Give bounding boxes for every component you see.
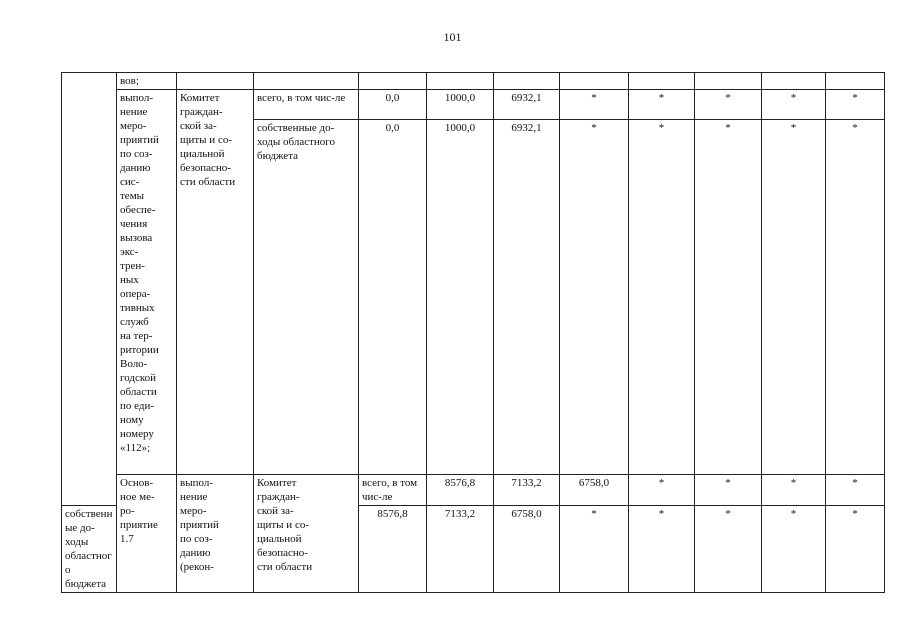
value-cell: * (560, 90, 629, 120)
funding-source-total: всего, в том чис-ле (359, 475, 427, 506)
executor-name: Комитет граждан- ской за- щиты и со- циальной безопасно- сти области (254, 475, 359, 593)
main-event-cell-empty (62, 73, 117, 506)
value-cell: 7133,2 (427, 506, 494, 593)
value-cell: 0,0 (359, 90, 427, 120)
value-cell: 7133,2 (494, 475, 560, 506)
value-cell: * (560, 120, 629, 475)
value-cell: 6758,0 (494, 506, 560, 593)
main-event-label: Основ- ное ме- ро- приятие 1.7 (117, 475, 177, 593)
value-cell: * (762, 90, 826, 120)
value-cell: * (762, 475, 826, 506)
value-cell: * (629, 506, 695, 593)
table-row (62, 90, 885, 120)
budget-table (61, 72, 885, 593)
value-cell: 0,0 (359, 120, 427, 475)
value-cell: 8576,8 (359, 506, 427, 593)
funding-source-regional: собственные до-ходы областного бюджета (62, 506, 117, 593)
value-cell: * (826, 120, 885, 475)
funding-source-total: всего, в том чис-ле (254, 90, 359, 120)
value-cell: * (695, 90, 762, 120)
page-number: 101 (443, 30, 462, 44)
executor-name: Комитет граждан- ской за- щиты и со- циальной безопасно- сти области (177, 90, 254, 475)
value-cell: 8576,8 (427, 475, 494, 506)
funding-source-regional: собственные до-ходы областного бюджета (254, 120, 359, 475)
value-cell: 6932,1 (494, 120, 560, 475)
value-cell: * (695, 475, 762, 506)
value-cell: * (629, 120, 695, 475)
value-cell: * (629, 90, 695, 120)
event-description: выпол- нение меро- приятий по соз- данию (рекон- (177, 475, 254, 593)
value-cell: * (560, 506, 629, 593)
value-cell: 6932,1 (494, 90, 560, 120)
value-cell: * (826, 506, 885, 593)
table-row (62, 475, 885, 506)
value-cell: 1000,0 (427, 90, 494, 120)
table-row (62, 73, 885, 90)
value-cell: * (826, 90, 885, 120)
value-cell: * (695, 120, 762, 475)
value-cell: * (629, 475, 695, 506)
value-cell: * (695, 506, 762, 593)
event-description: выпол- нение меро- приятий по соз- данию сис- темы обеспе- чения вызова экс- трен- ных опера- тивных служб на тер- ритории Воло- годской области по еди- ному номеру «112»; (117, 90, 177, 475)
value-cell: * (762, 120, 826, 475)
value-cell: 1000,0 (427, 120, 494, 475)
value-cell: * (826, 475, 885, 506)
value-cell: 6758,0 (560, 475, 629, 506)
value-cell: * (762, 506, 826, 593)
event-continuation: вов; (117, 73, 177, 90)
